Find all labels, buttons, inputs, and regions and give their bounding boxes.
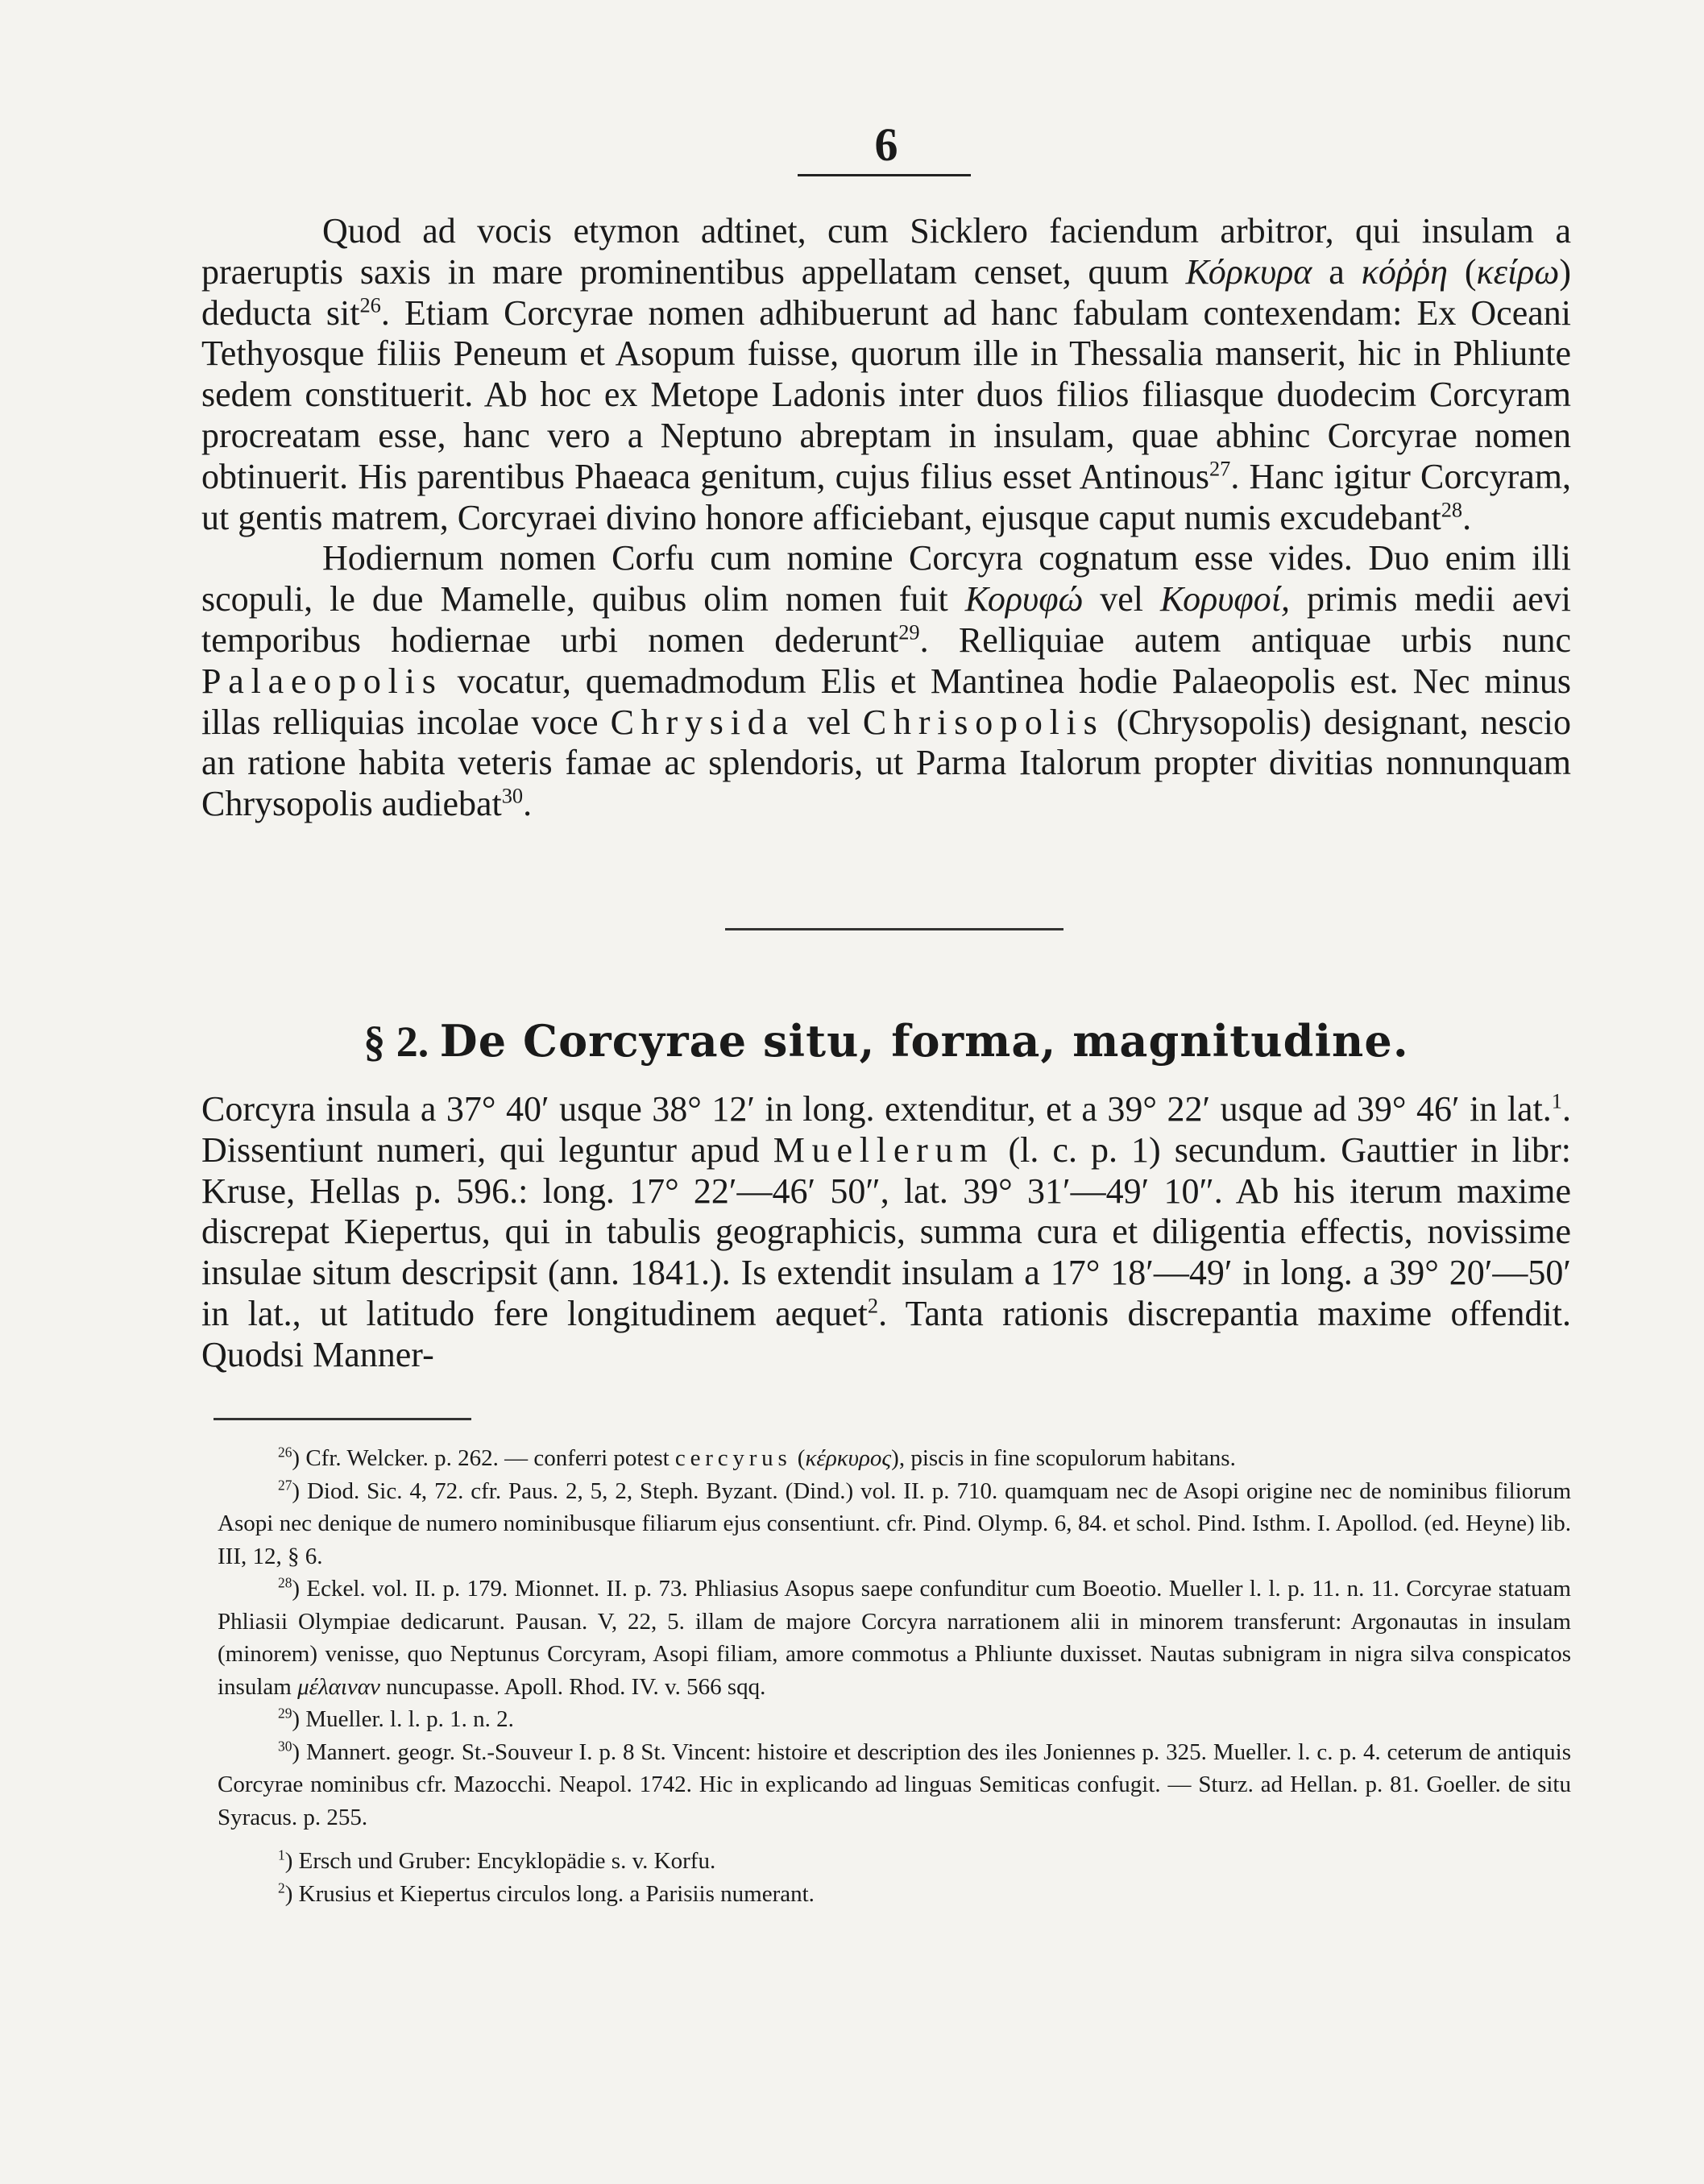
text-span: Ersch und Gruber: Encyklopädie s. v. Korfu. bbox=[292, 1848, 716, 1874]
text-span: . bbox=[1462, 497, 1472, 537]
footnotes bbox=[218, 1442, 1571, 1910]
text-span: Mannert. geogr. St.-Souveur I. p. 8 St. Vincent: histoire et description des iles Joniennes p. 325. Mueller. l. c. p. 4. ceterum de antiquis Corcyrae nominibus cfr. Mazocchi. Neapol. 1742. Hic in explicando ad linguas Semiticas confugit. — Sturz. ad Hellan. p. 81. Goeller. de situ Syracus. p. 255. bbox=[218, 1738, 1571, 1830]
footnote-ref: 30 bbox=[501, 783, 524, 808]
text-span: Eckel. vol. II. p. 179. Mionnet. II. p. 73. Phliasius Asopus saepe confunditur cum Boeotio. Mueller l. l. p. 11. n. 11. Corcyrae statuam Phliasii Olympiae dedicarunt. Pausan. V, 22, 5. illam de majore Corcyra narrationem alii in minorem transferunt: Argonautas in insulam (minorem) venisse, quo Neptunus Corcyram, Asopi filiam, amore commotus a Phliunte duxisset. Nautas subnigram in nigra silva conspicatos insulam bbox=[218, 1576, 1571, 1700]
text-span: . Etiam Corcyrae nomen adhibuerunt ad hanc fabulam contexendam: Ex Oceani Tethyosque filiis Peneum et Asopum fuisse, quorum ille in Thessalia manserit, hic in Phliunte sedem constituerit. Ab hoc ex Metope Ladonis inter duos filios filiasque duodecim Corcyram procreatam esse, hanc vero a Neptuno abreptam in insulam, quae abhinc Corcyrae nomen obtinuerit. His parentibus Phaeaca genitum, cujus filius esset Antinous bbox=[201, 292, 1571, 496]
text-span: ( bbox=[1447, 251, 1477, 292]
body-text-top bbox=[201, 211, 1571, 825]
greek-word: Κόρκυρα bbox=[1185, 251, 1312, 292]
text-span: (l. c. p. 1) secundum. Gauttier in libr: Kruse, Hellas p. 596.: long. 17° 22′—46′ 50″, lat. 39° 31′—49′ 10″. Ab his iterum maxime discrepat Kiepertus, qui in tabulis geographicis, summa cura et diligentia effectis, novissime insulae situm descripsit (ann. 1841.). Is extendit insulam a 17° 18′—49′ in long. a 39° 20′—50′ in lat., ut latitudo fere longitudinem aequet bbox=[201, 1129, 1571, 1333]
spaced-name: Chrisopolis bbox=[862, 702, 1105, 742]
text-span: primis medii aevi temporibus hodiernae urbi nomen dederunt bbox=[201, 579, 1571, 660]
text-span: nuncupasse. Apoll. Rhod. IV. v. 566 sqq. bbox=[379, 1673, 766, 1700]
text-span: . Hanc igitur Corcyram, ut gentis matrem, Corcyraei divino honore afficiebant, ejusque caput numis excudebant bbox=[201, 456, 1571, 537]
spaced-name: cercyrus bbox=[674, 1445, 792, 1471]
text-span: Mueller. l. l. p. 1. n. 2. bbox=[300, 1706, 514, 1732]
spaced-name: Palaeopolis bbox=[201, 661, 443, 701]
greek-word: κέρκυρος bbox=[805, 1445, 892, 1471]
text-span: ( bbox=[791, 1445, 806, 1471]
footnote-ref: 29 bbox=[898, 620, 920, 644]
section-number: § 2. bbox=[363, 1017, 429, 1066]
section-title: De Corcyrae situ, forma, magnitudine. bbox=[439, 1015, 1409, 1067]
footnote-2: $^2$) Krusius et Kiepertus circulos long. a Parisiis numerant. bbox=[278, 1879, 815, 1907]
footnote-ref: 1 bbox=[1551, 1088, 1562, 1113]
footnote-1: $^1$) Ersch und Gruber: Encyklopädie s. v. Korfu. bbox=[278, 1846, 716, 1874]
text-span: vel bbox=[1083, 579, 1161, 620]
footnote-29: $^{29}$) Mueller. l. l. p. 1. n. 2. bbox=[278, 1705, 514, 1732]
text-span: Cfr. Welcker. p. 262. — conferri potest bbox=[300, 1445, 675, 1471]
footnote-mark: 29 bbox=[278, 1705, 292, 1722]
text-span: . Tanta rationis discrepantia maxime offendit. Quodsi Manner- bbox=[201, 1293, 1572, 1374]
text-span: . Relliquiae autem antiquae urbis nunc bbox=[919, 620, 1571, 660]
text-span: ) deducta sit bbox=[201, 251, 1572, 333]
footnote-ref: 2 bbox=[867, 1293, 879, 1318]
page-number-rule bbox=[798, 174, 971, 176]
text-span: Corcyra insula a 37° 40′ usque 38° 12′ in long. extenditur, et a 39° 22′ usque ad 39° 46′ in lat. bbox=[201, 1089, 1552, 1129]
text-span: (Chrysopolis) designant, nescio an ratione habita veteris famae ac splendoris, ut Parma Italorum propter divitias nonnunquam Chrysopolis audiebat bbox=[201, 702, 1571, 824]
text-span: vocatur, quemadmodum Elis et Mantinea hodie Palaeopolis est. Nec minus illas relliquias incolae voce bbox=[201, 661, 1571, 742]
text-span: a bbox=[1312, 251, 1362, 292]
text-span: . Dissentiunt numeri, qui leguntur apud bbox=[201, 1089, 1571, 1170]
text-span: Krusius et Kiepertus circulos long. a Parisiis numerant. bbox=[292, 1880, 815, 1907]
text-span: Hodiernum nomen Corfu cum nomine Corcyra cognatum esse vides. Duo enim illi scopuli, le due Mamelle, quibus olim nomen fuit bbox=[201, 538, 1571, 620]
greek-word: Κορυφώ bbox=[964, 579, 1084, 620]
footnote-26: $^{26}$) Cfr. Welcker. p. 262. — conferri potest cercyrus (κέρκυρος), piscis in fine scopulorum habitans. bbox=[278, 1444, 1236, 1471]
greek-word: Κορυφοί, bbox=[1160, 579, 1290, 620]
footnote-30: $^{30}$) Mannert. geogr. St.-Souveur I. p. 8 St. Vincent: histoire et description des iles Joniennes p. 325. Mueller. l. c. p. 4. ceterum de antiquis Corcyrae nominibus cfr. Mazocchi. Neapol. 1742. Hic in explicando ad linguas Semiticas confugit. — Sturz. ad Hellan. p. 81. Goeller. de situ Syracus. p. 255. bbox=[218, 1737, 1571, 1830]
text-span: . bbox=[523, 784, 533, 824]
spaced-name: Muellerum bbox=[773, 1129, 995, 1170]
footnote-rule bbox=[214, 1418, 471, 1420]
text-span: ), piscis in fine scopulorum habitans. bbox=[891, 1445, 1236, 1471]
body-text-section bbox=[201, 1089, 1571, 1376]
section-heading bbox=[201, 1017, 1571, 1066]
text-span: Quod ad vocis etymon adtinet, cum Sicklero faciendum arbitror, qui insulam a praeruptis saxis in mare prominentibus appellatam censet, quum bbox=[201, 211, 1571, 292]
spaced-name: Chrysida bbox=[610, 702, 795, 742]
footnote-ref: 28 bbox=[1441, 496, 1463, 521]
footnote-27: $^{27}$) Diod. Sic. 4, 72. cfr. Paus. 2, 5, 2, Steph. Byzant. (Dind.) vol. II. p. 710. quamquam nec de Asopi origine nec de nominibus filiorum Asopi nec denique de numero nominibusque filiarum ejus consentiunt. cfr. Pind. Olymp. 6, 84. et schol. Pind. Isthm. I. Apollod. (ed. Heyne) lib. III, 12, § 6. bbox=[218, 1476, 1571, 1569]
footnote-ref: 27 bbox=[1209, 456, 1231, 481]
footnote-mark: 26 bbox=[278, 1444, 292, 1461]
text-span: Diod. Sic. 4, 72. cfr. Paus. 2, 5, 2, Steph. Byzant. (Dind.) vol. II. p. 710. quamquam nec de Asopi origine nec de nominibus filiorum Asopi nec denique de numero nominibusque filiarum ejus consentiunt. cfr. Pind. Olymp. 6, 84. et schol. Pind. Isthm. I. Apollod. (ed. Heyne) lib. III, 12, § 6. bbox=[218, 1477, 1571, 1569]
paragraph-etymology bbox=[201, 211, 1571, 538]
greek-word: μέλαιναν bbox=[297, 1673, 380, 1700]
section-divider-rule bbox=[725, 928, 1063, 930]
footnote-mark: 27 bbox=[278, 1476, 292, 1493]
page-number: 6 bbox=[874, 118, 898, 171]
footnote-mark: 30 bbox=[278, 1737, 292, 1754]
greek-word: κόῤῥη bbox=[1361, 251, 1448, 292]
greek-word: κείρω bbox=[1476, 251, 1560, 292]
footnote-mark: 2 bbox=[278, 1879, 285, 1896]
paragraph-coordinates bbox=[201, 1089, 1571, 1376]
footnote-mark: 28 bbox=[278, 1574, 292, 1591]
text-span: vel bbox=[794, 702, 863, 742]
footnote-mark: 1 bbox=[278, 1846, 285, 1863]
paragraph-corfu-name bbox=[201, 538, 1571, 825]
footnote-28: $^{28}$) Eckel. vol. II. p. 179. Mionnet. II. p. 73. Phliasius Asopus saepe confunditur cum Boeotio. Mueller l. l. p. 11. n. 11. Corcyrae statuam Phliasii Olympiae dedicarunt. Pausan. V, 22, 5. illam de majore Corcyra narrationem alii in minorem transferunt: Argonautas in insulam (minorem) venisse, quo Neptunus Corcyram, Asopi filiam, amore commotus a Phliunte duxisset. Nautas subnigram in nigra silva conspicatos insulam μέλαιναν nuncupasse. Apoll. Rhod. IV. v. 566 sqq. bbox=[218, 1574, 1571, 1700]
footnote-ref: 26 bbox=[359, 292, 381, 317]
